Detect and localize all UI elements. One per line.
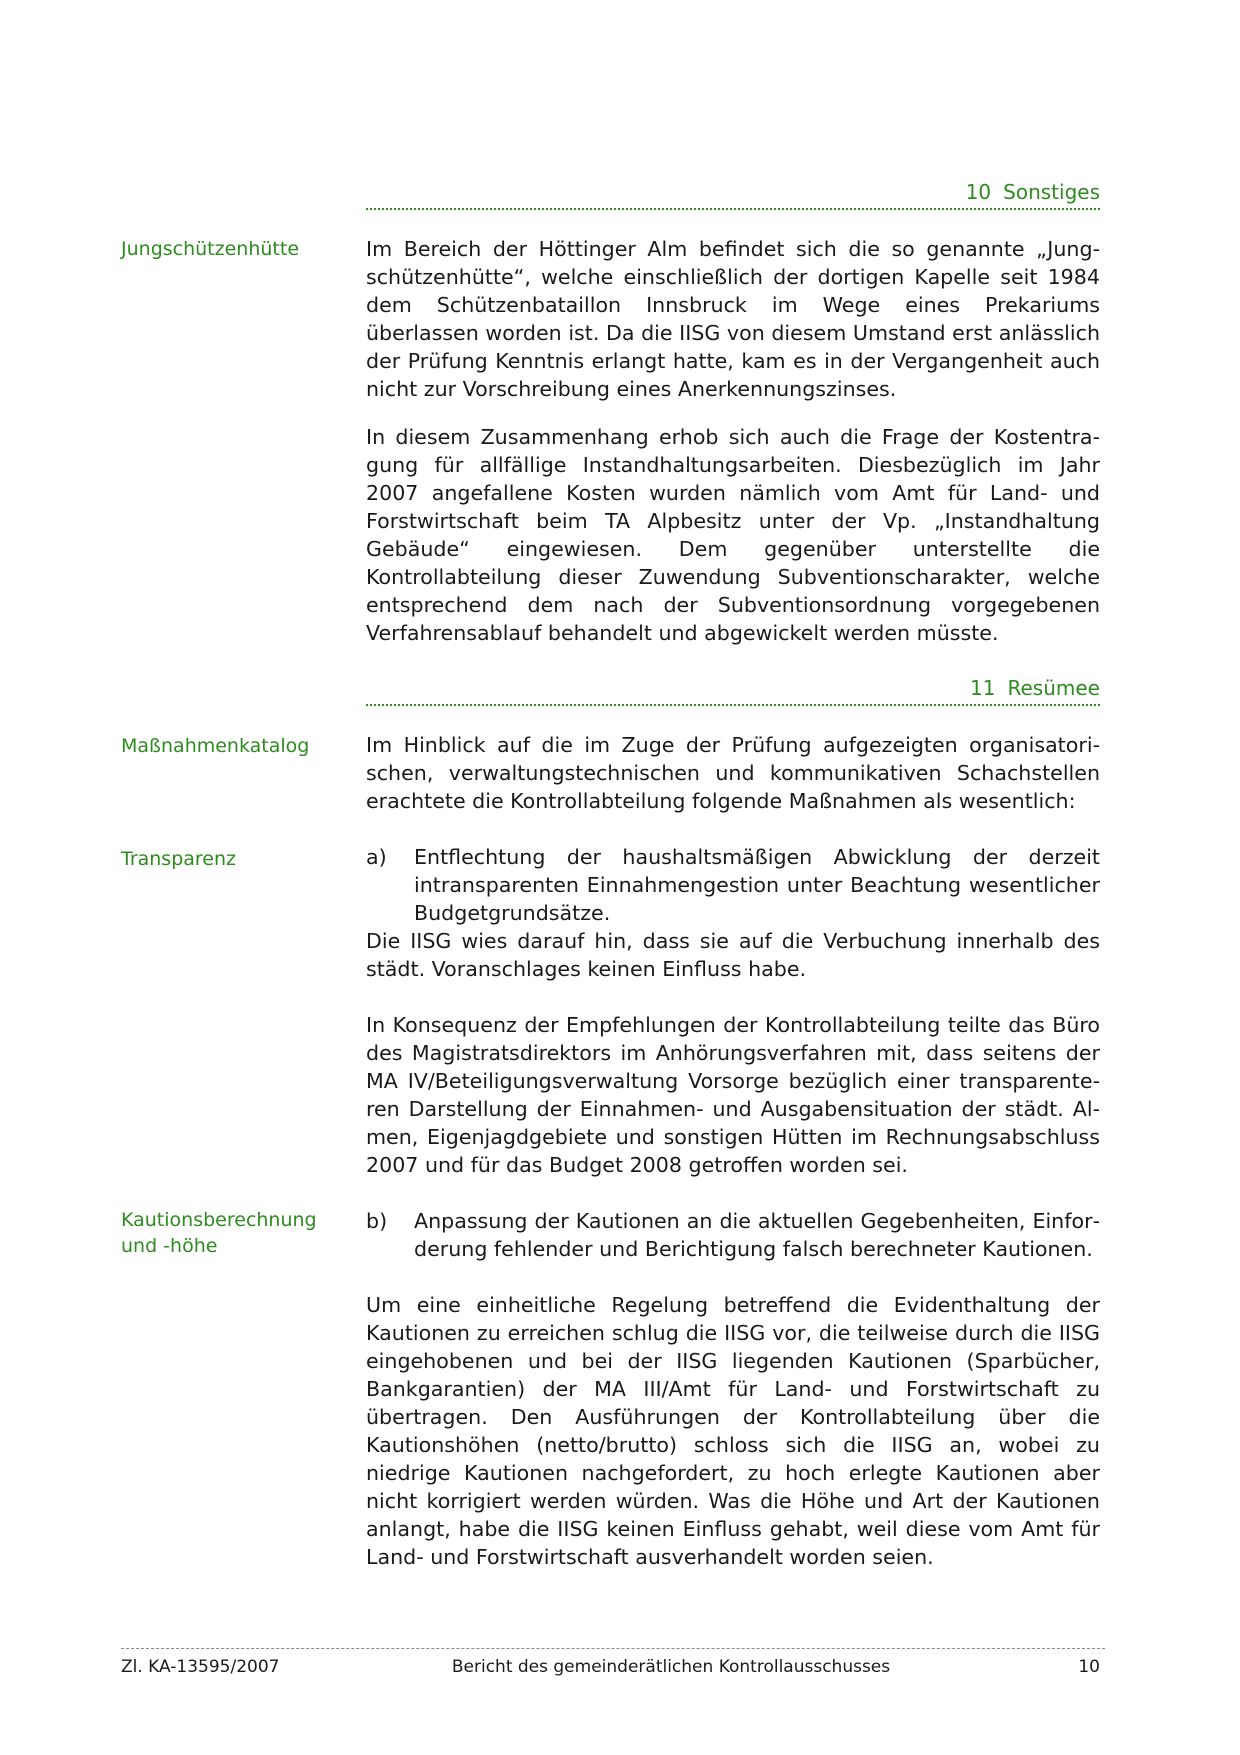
section-number: 11 (970, 676, 996, 700)
footer-divider (121, 1648, 1105, 1649)
margin-label-kautionsberechnung (121, 1207, 331, 1259)
margin-label-line: und -höhe (121, 1235, 218, 1257)
paragraph-jungschuetzenhuette: Im Bereich der Höttinger Alm befindet sich die so genannte „Jungschützenhütte“, welche einschließlich der dortigen Kapelle seit 1984 dem Schützenbataillon Innsbruck im Wege eines Prekariums überlassen worden ist. Da die IISG von diesem Umstand erst anlässlich der Prüfung Kenntnis erlangt hatte, kam es in der Vergangenheit auch nicht zur Vorschreibung eines Anerkennungszinses. (366, 237, 1100, 401)
margin-label-massnahmenkatalog: Maßnahmenkatalog (121, 735, 310, 757)
section-title: Sonstiges (1003, 180, 1100, 204)
paragraph-konsequenz: In Konsequenz der Empfehlungen der Kontrollabteilung teilte das Büro des Magistratsdirektors im Anhörungsverfahren mit, dass seitens der MA IV/Beteiligungsverwaltung Vorsorge bezüglich einer transparenteren Darstellung der Einnahmen- und Ausgabensituation der städt. Almen, Eigenjagdgebiete und sonstigen Hütten im Rechnungsabschluss 2007 und für das Budget 2008 getroffen worden sei. (366, 1013, 1100, 1177)
list-item-text: Anpassung der Kautionen an die aktuellen Gegebenheiten, Einforderung fehlender und Berichtigung falsch berechneter Kautionen. (414, 1209, 1100, 1261)
paragraph-kostentragung: In diesem Zusammenhang erhob sich auch die Frage der Kostentragung für allfällige Instandhaltungsarbeiten. Diesbezüglich im Jahr 2007 angefallene Kosten wurden nämlich vom Amt für Land- und Forstwirtschaft beim TA Alpbesitz unter der Vp. „Instandhaltung Gebäude“ eingewiesen. Dem gegenüber unterstellte die Kontrollabteilung dieser Zuwendung Subventionscharakter, welche entsprechend dem nach der Subventionsordnung vorgegebenen Verfahrensablauf behandelt und abgewickelt werden müsste. (366, 425, 1100, 645)
footer-reference: Zl. KA-13595/2007 (121, 1657, 280, 1677)
paragraph-iisg-verbuchung: Die IISG wies darauf hin, dass sie auf die Verbuchung innerhalb des städt. Voranschlages keinen Einfluss habe. (366, 929, 1100, 981)
section-divider (366, 208, 1100, 210)
list-item-b (366, 1207, 1100, 1263)
list-marker: b) (366, 1209, 388, 1233)
list-item-text: Entflechtung der haushaltsmäßigen Abwicklung der derzeit intransparenten Einnahmengestion unter Beachtung wesentlicher Budgetgrundsätze. (414, 845, 1100, 925)
section-divider (366, 704, 1100, 706)
section-title: Resümee (1007, 676, 1100, 700)
section-number: 10 (965, 180, 992, 204)
list-item-a (366, 843, 1100, 927)
margin-label-jungschuetzenhuette: Jungschützenhütte (121, 238, 300, 260)
margin-label-line: Kautionsberechnung (121, 1209, 317, 1231)
margin-label-transparenz: Transparenz (121, 848, 237, 870)
footer-page-number: 10 (1078, 1657, 1100, 1677)
footer-report-title: Bericht des gemeinderätlichen Kontrollausschusses (451, 1657, 891, 1677)
list-marker: a) (366, 845, 387, 869)
paragraph-kautionen: Um eine einheitliche Regelung betreffend die Evidenthaltung der Kautionen zu erreichen schlug die IISG vor, die teilweise durch die IISG eingehobenen und bei der IISG liegenden Kautionen (Sparbücher, Bankgarantien) der MA III/Amt für Land- und Forstwirtschaft zu übertragen. Den Ausführungen der Kontrollabteilung über die Kautionshöhen (netto/brutto) schloss sich die IISG an, wobei zu niedrige Kautionen nachgefordert, zu hoch erlegte Kautionen aber nicht korrigiert werden würden. Was die Höhe und Art der Kautionen anlangt, habe die IISG keinen Einfluss gehabt, weil diese vom Amt für Land- und Forstwirtschaft ausverhandelt worden seien. (366, 1293, 1100, 1569)
section-heading-resuemee (366, 675, 1100, 701)
paragraph-massnahmen-intro: Im Hinblick auf die im Zuge der Prüfung aufgezeigten organisatorischen, verwaltungstechnischen und kommunikativen Schachstellen erachtete die Kontrollabteilung folgende Maßnahmen als wesentlich: (366, 733, 1100, 813)
section-heading-sonstiges (366, 179, 1100, 205)
